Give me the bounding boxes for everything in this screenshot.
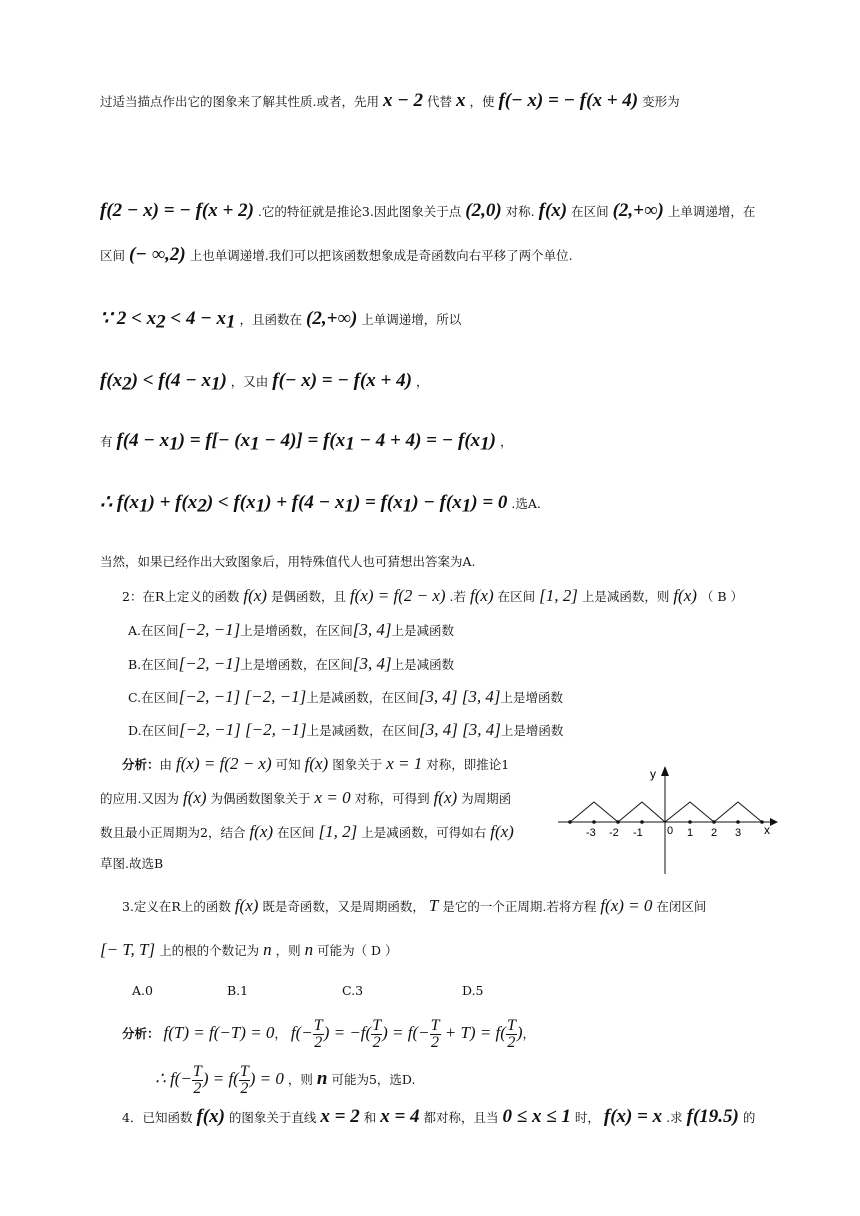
text: ，则 [287,1072,313,1087]
text: 图象关于 [332,757,383,772]
question-2-analysis-1 [122,754,509,774]
subscript: 2 [122,373,132,395]
math: [3, 4] [3, 4] [418,687,501,706]
question-2-option-c [128,687,563,707]
math: < 4 − x [165,308,227,329]
math: ) = f(x [353,492,403,513]
text: 既是奇函数，又是周期函数， [262,899,425,914]
math: ) = 0 [249,1069,284,1088]
tick-label: 1 [687,827,694,839]
question-3-stem-2 [100,940,398,960]
math: ) [489,430,496,451]
math: [−2, −1] [−2, −1] [179,720,307,739]
math: + T) = f( [440,1023,506,1042]
text: 和 [363,1110,377,1125]
text: C.在区间 [128,690,179,705]
numerator: T [192,1063,202,1080]
math: [−2, −1] [178,654,241,673]
tick-point [736,820,740,824]
tick-point [712,820,716,824]
solution-line-8 [100,554,476,569]
math: x = 2 [320,1106,360,1127]
origin-label: 0 [667,825,674,837]
numerator: T [430,1017,440,1034]
text: 上是增函数，在区间 [240,623,353,638]
subscript: 1 [480,433,490,455]
math: n [304,940,314,959]
question-2-analysis-2 [100,788,511,808]
solution-line-7 [100,492,541,518]
periodic-function-sketch [548,762,788,878]
math: x [455,90,466,111]
text: 上是增函数，在区间 [240,657,353,672]
text: 上是减函数，在区间 [306,723,420,738]
math: ) − f(x [412,492,462,513]
text: 当然，如果已经作出大致图象后，用特殊值代人也可猜想出答案为A. [100,554,476,569]
math: f(x) [673,586,697,605]
text: 时， [574,1110,600,1125]
text: B.在区间 [128,657,179,672]
math: n [263,940,272,959]
text: 的 [742,1110,756,1125]
text: 数且最小正周期为2，结合 [100,825,246,840]
math: f(19.5) [686,1106,739,1127]
question-3-analysis-2 [155,1064,415,1097]
subscript: 1 [345,433,355,455]
text: D.在区间 [128,723,180,738]
math: T [428,896,439,915]
math: − 4 + 4) = − f(x [354,430,481,451]
math: f(x) [490,822,514,841]
y-axis-label: y [650,767,656,781]
numerator: T [372,1017,382,1034]
math: f(− x) = − f(x + 4) [498,90,639,111]
text: ，又由 [230,374,269,389]
math: f(2 − x) = − f(x + 2) [100,200,254,221]
math: f(x) = f(2 − x) [176,754,272,773]
subscript: 1 [402,495,413,517]
text: 上的根的个数记为 [159,943,260,958]
math: f(x) [196,1106,225,1127]
math: ) + f(x [148,492,198,513]
math: x − 2 [382,90,423,111]
question-3-option-b: B.1 [227,983,249,998]
math: [−2, −1] [178,620,241,639]
numerator: T [313,1017,323,1034]
text: 的应用.又因为 [100,791,179,806]
tick-label: 3 [735,827,742,839]
math: x = 1 [386,754,423,773]
text: ， [274,1026,287,1041]
fraction [430,1018,441,1051]
text: A.在区间 [128,623,179,638]
text: 在区间 [277,825,315,840]
text: 代替 [426,94,452,109]
text: 对称，即推论1 [426,757,510,772]
tick-point [640,820,644,824]
math: f(x [100,370,123,391]
question-3-option-c: C.3 [342,983,364,998]
text: 4．已知函数 [122,1110,193,1125]
math: f(x) [234,896,259,915]
text: 对称. [505,204,535,219]
math: n [316,1068,328,1089]
denominator: 2 [431,1034,440,1051]
math: ∵ 2 < x [100,308,157,329]
text: 3.定义在R上的函数 [122,899,231,914]
text: 对称，可得到 [354,791,430,806]
math: ) < f(4 − x [131,370,211,391]
math: [3, 4] [3, 4] [419,720,501,739]
text: ，且函数在 [239,312,303,327]
tick-label: 2 [711,827,718,839]
question-2-analysis-4 [100,856,163,871]
math: (2,+∞) [306,308,358,329]
fraction [506,1018,517,1051]
text: 可能为5，选D. [331,1072,416,1087]
text: .求 [666,1110,683,1125]
text: 变形为 [642,94,680,109]
math: [3, 4] [352,620,392,639]
math: ∴ f(− [155,1069,192,1088]
numerator: T [506,1017,516,1034]
text: 草图.故选B [100,856,164,871]
subscript: 1 [344,495,354,517]
question-2-option-a [128,620,454,640]
math: [1, 2] [539,586,578,605]
text: 2：在R上定义的函数 [122,589,240,604]
fraction [313,1018,324,1051]
text: 有 [100,434,113,449]
question-2-analysis-3 [100,822,514,842]
text: 上单调递增，在 [667,204,756,219]
tick-point [688,820,692,824]
text: 过适当描点作出它的图象来了解其性质.或者，先用 [100,94,379,109]
text: 上单调递增，所以 [361,312,462,327]
text: ， [522,1026,536,1041]
math: (2,+∞) [612,200,664,221]
analysis-label: 分析： [122,1026,160,1041]
math: [3, 4] [352,654,392,673]
math: ) = f(− [382,1023,430,1042]
solution-line-1 [100,90,680,113]
math: f(4 − x [116,430,170,451]
text: 为周期函 [461,791,512,806]
numerator: T [239,1063,249,1080]
analysis-label: 分析： [122,757,160,772]
math: f(x) = 0 [600,896,653,915]
math: f(− [290,1023,313,1042]
subscript: 1 [250,433,260,455]
text: 是偶函数，且 [270,589,346,604]
text: 在闭区间 [656,899,707,914]
math: [− T, T] [100,940,156,959]
math: 0 ≤ x ≤ 1 [502,1106,571,1127]
subscript: 2 [156,311,166,333]
math: f(x) [538,200,568,221]
text: 在区间 [571,204,609,219]
text: 上是减函数 [391,657,455,672]
question-4-stem [122,1106,755,1129]
denominator: 2 [240,1080,249,1097]
question-2-stem [122,586,743,606]
text: 的图象关于直线 [228,1110,317,1125]
math: f(T) = f(−T) = 0 [163,1023,275,1042]
solution-line-6 [100,430,512,456]
tick-point [592,820,596,824]
text: ， [499,434,513,449]
math: x = 4 [380,1106,420,1127]
tick-point [568,820,572,824]
text: 可能为（ D ） [317,943,398,958]
math: ) = −f( [323,1023,372,1042]
subscript: 1 [461,495,472,517]
solution-line-3 [100,244,573,267]
fraction [239,1064,250,1097]
question-3-analysis-1 [122,1018,535,1051]
tick-label: -2 [609,827,619,839]
math: [−2, −1] [−2, −1] [178,687,307,706]
fraction [371,1018,382,1051]
text: 为偶函数图象关于 [210,791,311,806]
text: 上是减函数，则 [581,589,670,604]
question-2-option-b [128,654,454,674]
math: f(x) [182,788,207,807]
text: 是它的一个正周期.若将方程 [442,899,597,914]
question-3-stem-1 [122,896,706,916]
math: f(x) [470,586,494,605]
math: ) [516,1023,523,1042]
math: ) = 0 [471,492,508,513]
math: f(x) [433,788,458,807]
math: ) [220,370,227,391]
text: 可知 [275,757,301,772]
text: ，使 [469,94,495,109]
y-axis-arrow [661,766,669,776]
text: ， [415,374,429,389]
fraction [192,1064,203,1097]
subscript: 1 [226,311,236,333]
tick-point [616,820,620,824]
math: [1, 2] [318,822,358,841]
math: ) < f(x [206,492,256,513]
math: f(− x) = − f(x + 4) [272,370,412,391]
math: − 4)] = f(x [259,430,346,451]
x-axis-arrow [770,818,778,826]
text: 在区间 [497,589,536,604]
solution-line-4 [100,308,461,334]
question-3-option-a: A.0 [132,983,153,998]
text: 上是减函数，可得如右 [361,825,487,840]
denominator: 2 [193,1080,202,1097]
subscript: 2 [197,495,207,517]
question-3-option-d: D.5 [462,983,484,998]
subscript: 1 [210,373,221,395]
x-axis-label: x [764,823,770,837]
tick-label: -3 [586,827,596,839]
denominator: 2 [507,1034,516,1051]
math: (2,0) [465,200,502,221]
math: x = 0 [314,788,351,807]
tick-label: -1 [633,827,643,839]
text: 都对称，且当 [423,1110,499,1125]
question-2-option-d [128,720,563,740]
function-curve [570,802,762,822]
text: 由 [159,757,173,772]
math: f(x) = x [603,1106,663,1127]
math: ) + f(4 − x [265,492,345,513]
text: 上是减函数 [391,623,454,638]
text: 上是减函数，在区间 [306,690,419,705]
math: ) = f( [202,1069,239,1088]
math: f(x) = f(2 − x) [349,586,446,605]
text: 区间 [100,248,126,263]
text: 上是增函数 [500,723,564,738]
text: .它的特征就是推论3.因此图象关于点 [257,204,462,219]
text: ，则 [275,943,301,958]
subscript: 1 [255,495,266,517]
math: f(x) [249,822,274,841]
math: ∴ f(x [100,492,139,513]
text: 上是增函数 [500,690,563,705]
solution-line-5 [100,370,428,396]
denominator: 2 [314,1034,323,1051]
text: .选A. [511,496,541,511]
text: 上也单调递增.我们可以把该函数想象成是奇函数向右平移了两个单位. [189,248,573,263]
text: （ B ） [700,589,744,604]
math: f(x) [304,754,329,773]
text: .若 [449,589,467,604]
math: f(x) [243,586,267,605]
math: ) = f[− (x [178,430,251,451]
math: (− ∞,2) [129,244,186,265]
subscript: 1 [139,495,149,517]
subscript: 1 [169,433,179,455]
denominator: 2 [372,1034,381,1051]
solution-line-2 [100,200,755,223]
